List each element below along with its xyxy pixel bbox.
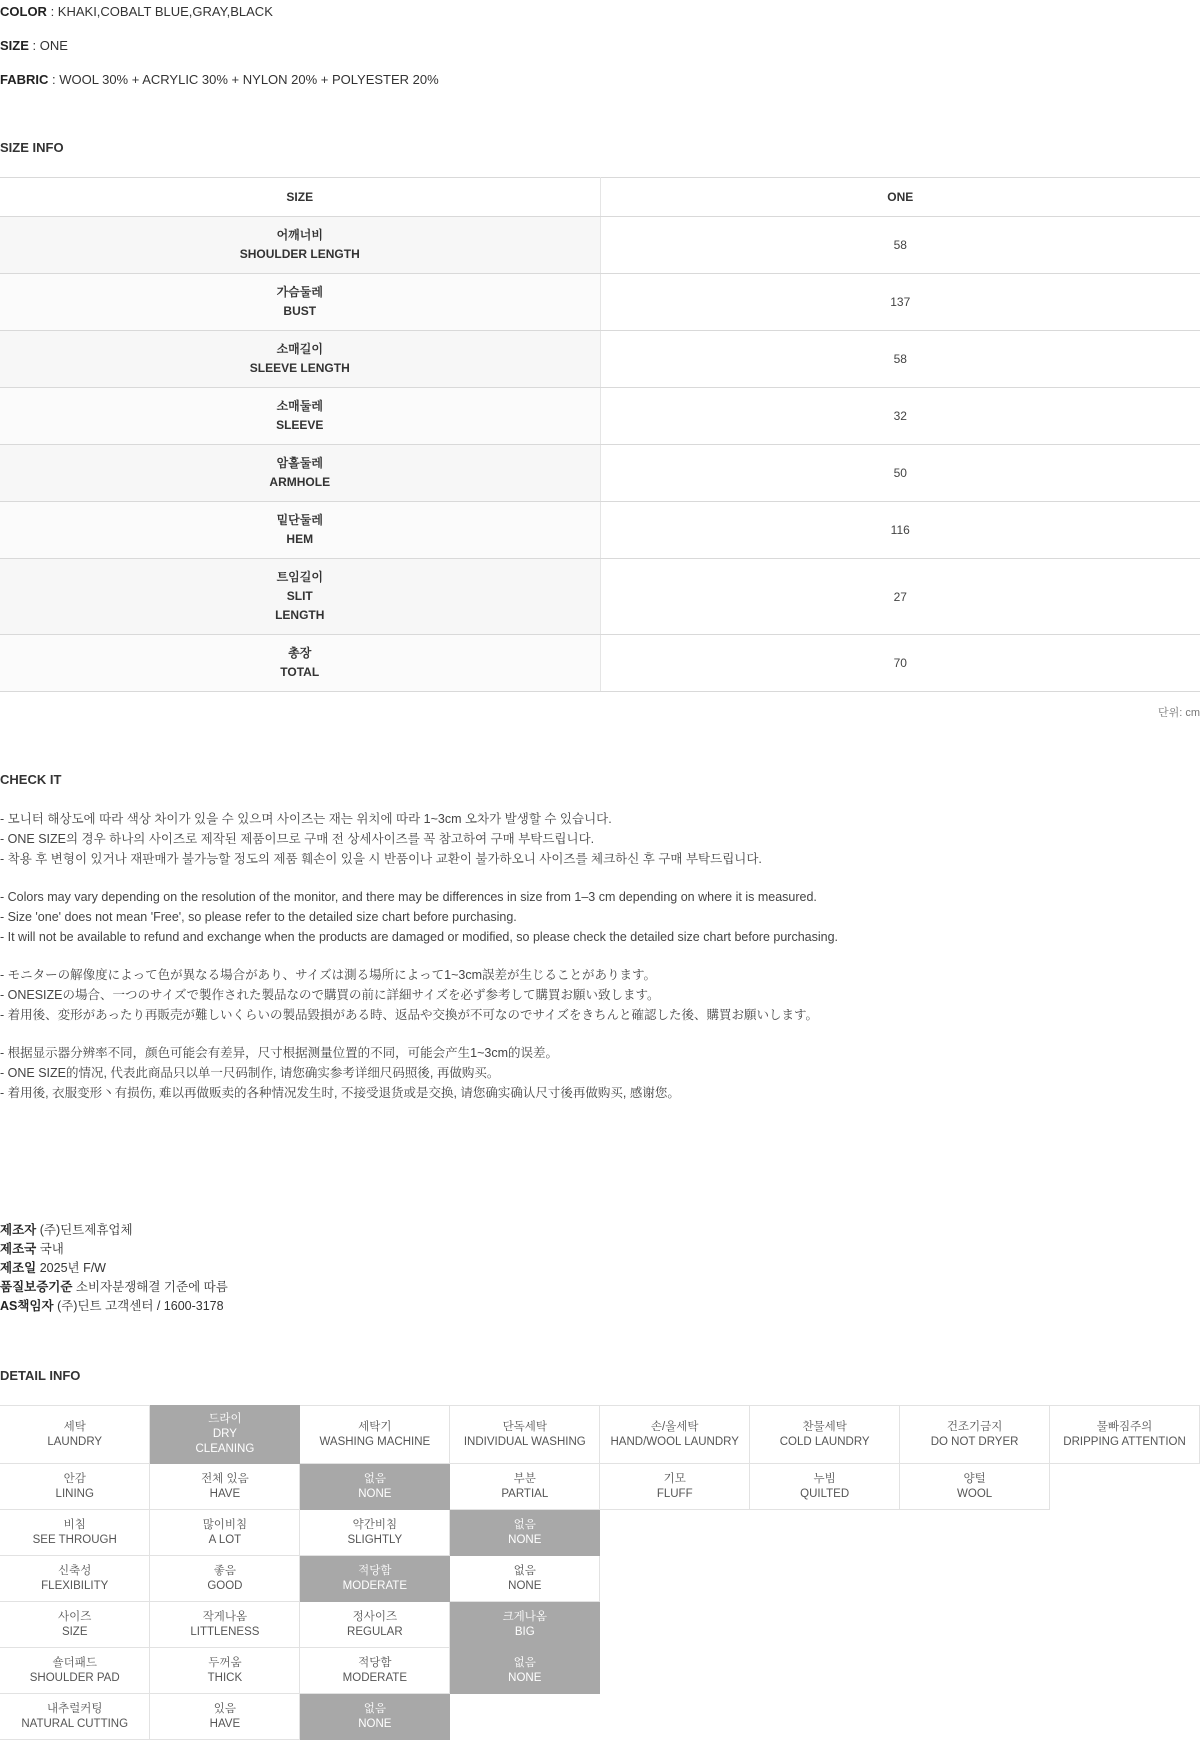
check-gap-3 (0, 1025, 1200, 1043)
detail-cell-en: INDIVIDUAL WASHING (463, 1435, 586, 1448)
maker-value-warranty: 소비자분쟁해결 기준에 따름 (72, 1280, 228, 1294)
size-row-value: 70 (600, 635, 1200, 692)
check-gap-1 (0, 869, 1200, 887)
detail-cell-empty (1050, 1510, 1200, 1556)
detail-cell (0, 1406, 150, 1464)
detail-cell-empty (750, 1556, 900, 1602)
detail-cell (900, 1406, 1050, 1464)
spec-key-fabric: FABRIC (0, 72, 49, 87)
spec-line-color (0, 4, 1200, 20)
size-row-label-kr: 소매둘레 (276, 399, 323, 413)
check-en-2: - Size 'one' does not mean 'Free', so please refer to the detailed size chart before purchasing. (0, 910, 517, 924)
detail-cell-en: DO NOT DRYER (930, 1435, 1019, 1448)
detail-cell-en: QUILTED (800, 1487, 850, 1500)
detail-cell (900, 1464, 1050, 1510)
detail-cell-empty (900, 1694, 1050, 1740)
detail-cell-kr: 없음 (513, 1656, 536, 1669)
spec-sep-color: : (46, 4, 58, 19)
size-row-label (0, 559, 600, 635)
table-row (0, 274, 1200, 331)
detail-cell (150, 1510, 300, 1556)
table-row (0, 635, 1200, 692)
check-zh-3: - 着用後, 衣服变形丶有损伤, 难以再做贩卖的各种情况发生时, 不接受退货或是交换, 请您确实确认尺寸後再做购买, 感谢您。 (0, 1086, 680, 1100)
spec-sep-size: : (28, 38, 40, 53)
detail-cell-kr: 세탁기 (358, 1420, 392, 1433)
detail-cell-en: REGULAR (347, 1625, 403, 1638)
detail-cell-kr: 물빠짐주의 (1096, 1420, 1153, 1433)
detail-cell (450, 1556, 600, 1602)
size-row-label (0, 445, 600, 502)
size-unit-note: 단위: cm (1157, 707, 1200, 719)
maker-key-manufacturer: 제조자 (0, 1223, 37, 1237)
table-row (0, 217, 1200, 274)
detail-cell-kr: 있음 (213, 1702, 237, 1715)
detail-cell-kr: 숄더패드 (52, 1656, 97, 1669)
size-table-body (0, 217, 1200, 692)
detail-row (0, 1510, 1200, 1556)
detail-cell-kr: 기모 (663, 1472, 686, 1485)
detail-cell (0, 1602, 150, 1648)
check-ko-1: - 모니터 해상도에 따라 색상 차이가 있을 수 있으며 사이즈는 재는 위치에 따라 1~3cm 오차가 발생할 수 있습니다. (0, 812, 612, 826)
check-ja-2: - ONESIZEの場合、一つのサイズで製作された製品なので購買の前に詳細サイズを必ず参考して購買お願い致します。 (0, 988, 660, 1002)
size-row-label-kr: 트임길이 (276, 570, 323, 584)
detail-cell-selected (300, 1694, 450, 1740)
size-row-value: 50 (600, 445, 1200, 502)
detail-cell-en: LINING (55, 1487, 94, 1500)
detail-cell (600, 1464, 750, 1510)
detail-cell-kr: 손/울세탁 (650, 1420, 699, 1433)
check-gap-2 (0, 947, 1200, 965)
detail-cell-kr: 없음 (513, 1518, 536, 1531)
detail-cell-kr: 내추럴커팅 (46, 1702, 103, 1715)
detail-cell-selected (450, 1602, 600, 1648)
maker-value-date: 2025년 F/W (36, 1261, 106, 1275)
detail-cell-empty (900, 1602, 1050, 1648)
detail-cell-kr: 약간비침 (352, 1518, 398, 1531)
detail-cell-kr: 안감 (63, 1472, 86, 1485)
detail-cell-empty (750, 1602, 900, 1648)
size-table-header-row (0, 178, 1200, 217)
detail-cell-kr: 양털 (963, 1472, 986, 1485)
detail-cell-en: SEE THROUGH (32, 1533, 117, 1546)
detail-cell-empty (900, 1510, 1050, 1556)
detail-cell-kr: 부분 (513, 1472, 536, 1485)
detail-cell-empty (900, 1648, 1050, 1694)
detail-cell (300, 1602, 450, 1648)
size-row-label-kr: 어깨너비 (276, 228, 323, 242)
detail-cell-en: DRIPPING ATTENTION (1063, 1435, 1186, 1448)
spec-line-size (0, 38, 1200, 54)
detail-cell-en: MODERATE (342, 1671, 407, 1684)
detail-cell-en: MODERATE (342, 1579, 407, 1592)
detail-cell-kr: 적당함 (358, 1656, 392, 1669)
size-row-label-kr: 밑단둘레 (276, 513, 323, 527)
detail-cell-kr: 많이비침 (202, 1518, 248, 1531)
size-row-label (0, 502, 600, 559)
detail-cell-selected (300, 1464, 450, 1510)
maker-line-warranty (0, 1278, 1200, 1297)
detail-cell (150, 1694, 300, 1740)
maker-key-warranty: 품질보증기준 (0, 1280, 73, 1294)
detail-cell (0, 1556, 150, 1602)
detail-cell-empty (1050, 1464, 1200, 1510)
detail-cell-en: PARTIAL (501, 1487, 549, 1500)
detail-cell (1050, 1406, 1200, 1464)
size-table-header-size: SIZE (0, 178, 600, 217)
detail-table-body (0, 1406, 1200, 1740)
detail-cell-kr: 좋음 (213, 1564, 237, 1577)
size-row-label-kr: 암홀둘레 (276, 456, 323, 470)
size-row-label-en: SLEEVE (276, 418, 324, 432)
size-row-label (0, 217, 600, 274)
detail-cell-kr: 찬물세탁 (802, 1420, 847, 1433)
detail-cell-empty (600, 1556, 750, 1602)
detail-cell-empty (1050, 1602, 1200, 1648)
detail-cell-en: NATURAL CUTTING (21, 1717, 129, 1730)
detail-cell (0, 1464, 150, 1510)
detail-cell-empty (750, 1648, 900, 1694)
detail-cell (0, 1648, 150, 1694)
detail-cell (300, 1510, 450, 1556)
detail-cell-kr: 건조기금지 (946, 1420, 1003, 1433)
size-row-label (0, 635, 600, 692)
check-en-3: - It will not be available to refund and exchange when the products are damaged or modified, so please check the detailed size chart before purchasing. (0, 930, 839, 944)
size-row-label-kr: 소매길이 (276, 342, 323, 356)
detail-cell-kr: 없음 (363, 1472, 386, 1485)
detail-cell-en: FLUFF (656, 1487, 693, 1500)
detail-cell-kr: 전체 있음 (201, 1472, 249, 1485)
detail-cell (750, 1464, 900, 1510)
detail-cell-empty (1050, 1694, 1200, 1740)
detail-cell-kr: 정사이즈 (352, 1610, 398, 1623)
size-row-label (0, 274, 600, 331)
detail-cell-en: HAND/WOOL LAUNDRY (610, 1435, 739, 1448)
check-ko-2: - ONE SIZE의 경우 하나의 사이즈로 제작된 제품이므로 구매 전 상세사이즈를 꼭 참고하여 구매 부탁드립니다. (0, 832, 595, 846)
detail-info-wrap (0, 1405, 1200, 1740)
size-row-label (0, 388, 600, 445)
size-row-label-kr: 총장 (288, 646, 312, 660)
detail-cell-en: CLEANING (195, 1443, 255, 1455)
size-row-value: 58 (600, 331, 1200, 388)
detail-cell-kr: 누빔 (813, 1472, 836, 1485)
maker-key-date: 제조일 (0, 1261, 37, 1275)
detail-cell-kr: 적당함 (358, 1564, 392, 1577)
detail-cell (0, 1510, 150, 1556)
spec-value-fabric: WOOL 30% + ACRYLIC 30% + NYLON 20% + POLYESTER 20% (59, 72, 439, 87)
size-info-table (0, 177, 1200, 692)
detail-cell-empty (600, 1602, 750, 1648)
spec-line-fabric (0, 72, 1200, 88)
detail-cell (150, 1602, 300, 1648)
check-ja-1: - モニターの解像度によって色が異なる場合があり、サイズは測る場所によって1~3cm誤差が生じることがあります。 (0, 968, 657, 982)
detail-cell-empty (900, 1556, 1050, 1602)
detail-cell-en: NONE (508, 1671, 542, 1684)
spec-value-size: ONE (39, 38, 68, 53)
detail-cell-empty (1050, 1648, 1200, 1694)
size-row-label-en: BUST (283, 304, 317, 318)
detail-cell-kr: 없음 (513, 1564, 536, 1577)
detail-cell (300, 1648, 450, 1694)
table-row (0, 559, 1200, 635)
detail-cell-kr: 세탁 (63, 1420, 86, 1433)
size-row-value: 58 (600, 217, 1200, 274)
detail-cell-empty (600, 1648, 750, 1694)
detail-cell-empty (1050, 1556, 1200, 1602)
detail-cell-empty (600, 1694, 750, 1740)
size-row-label-en: HEM (286, 532, 314, 546)
maker-key-as: AS책임자 (0, 1299, 54, 1313)
size-row-label-en: ARMHOLE (269, 475, 331, 489)
maker-line-country (0, 1240, 1200, 1259)
check-zh-1: - 根据显示器分辨率不同，颜色可能会有差异，尺寸根据测量位置的不同，可能会产生1~3cm的误差。 (0, 1046, 559, 1060)
table-row (0, 388, 1200, 445)
detail-cell-kr: 작게나옴 (202, 1610, 248, 1623)
detail-row (0, 1694, 1200, 1740)
detail-cell-en: SLIGHTLY (347, 1533, 403, 1546)
detail-cell (300, 1406, 450, 1464)
detail-cell-empty (450, 1694, 600, 1740)
detail-cell-en: BIG (514, 1625, 535, 1638)
detail-cell-en: COLD LAUNDRY (779, 1435, 870, 1448)
size-row-label-en: TOTAL (280, 665, 320, 679)
detail-cell-en: A LOT (208, 1533, 242, 1546)
maker-line-manufacturer (0, 1221, 1200, 1240)
detail-cell-en: NONE (358, 1487, 392, 1500)
size-row-label-en: SLIT (286, 589, 313, 603)
maker-value-as: (주)딘트 고객센터 / 1600-3178 (53, 1299, 224, 1313)
spec-key-color: COLOR (0, 4, 47, 19)
detail-row (0, 1556, 1200, 1602)
maker-value-manufacturer: (주)딘트제휴업체 (36, 1223, 133, 1237)
detail-cell-en: FLEXIBILITY (41, 1579, 109, 1592)
detail-cell-kr: 신축성 (58, 1564, 92, 1577)
detail-cell-en: DRY (212, 1428, 237, 1440)
detail-info-table (0, 1405, 1200, 1740)
detail-info-title: DETAIL INFO (0, 1368, 81, 1383)
detail-cell-en: LITTLENESS (190, 1625, 260, 1638)
size-row-value: 137 (600, 274, 1200, 331)
spec-sep-fabric: : (48, 72, 60, 87)
detail-cell-en: WOOL (957, 1487, 993, 1500)
size-row-label (0, 331, 600, 388)
detail-cell-kr: 두꺼움 (208, 1656, 242, 1669)
detail-cell-en: NONE (508, 1533, 542, 1546)
check-zh-2: - ONE SIZE的情况, 代表此商品只以单一尺码制作, 请您确实参考详细尺码照後, 再做购买。 (0, 1066, 500, 1080)
size-table-header-one: ONE (600, 178, 1200, 217)
detail-cell-kr: 없음 (363, 1702, 386, 1715)
detail-cell (450, 1406, 600, 1464)
detail-cell (600, 1406, 750, 1464)
table-row (0, 331, 1200, 388)
size-row-value: 116 (600, 502, 1200, 559)
size-row-value: 27 (600, 559, 1200, 635)
detail-cell-empty (750, 1510, 900, 1556)
spec-value-color: KHAKI,COBALT BLUE,GRAY,BLACK (57, 4, 273, 19)
size-row-value: 32 (600, 388, 1200, 445)
detail-cell-en: HAVE (209, 1487, 241, 1500)
detail-cell (150, 1556, 300, 1602)
table-row (0, 502, 1200, 559)
detail-row (0, 1602, 1200, 1648)
maker-line-as (0, 1297, 1200, 1316)
detail-cell-kr: 크게나옴 (502, 1610, 547, 1623)
detail-row (0, 1406, 1200, 1464)
maker-value-country: 국내 (36, 1242, 64, 1256)
detail-cell (750, 1406, 900, 1464)
maker-line-date (0, 1259, 1200, 1278)
detail-cell-en: HAVE (209, 1717, 241, 1730)
detail-cell-selected (450, 1510, 600, 1556)
detail-cell-selected (450, 1648, 600, 1694)
size-row-label-kr: 가슴둘레 (276, 285, 323, 299)
detail-row (0, 1464, 1200, 1510)
detail-cell-kr: 사이즈 (58, 1610, 92, 1623)
spec-key-size: SIZE (0, 38, 29, 53)
check-it-title: CHECK IT (0, 772, 62, 787)
maker-key-country: 제조국 (0, 1242, 37, 1256)
detail-cell (150, 1464, 300, 1510)
maker-info-block (0, 1221, 1200, 1316)
detail-cell-kr: 비침 (63, 1518, 86, 1531)
detail-cell-en: NONE (358, 1717, 392, 1730)
detail-cell-kr: 드라이 (208, 1413, 242, 1425)
check-ja-3: - 着用後、変形があったり再販売が難しいくらいの製品毀損がある時、返品や交換が不可なのでサイズをきちんと確認した後、購買お願いします。 (0, 1008, 819, 1022)
detail-cell-selected (150, 1406, 300, 1464)
detail-cell-en: SIZE (61, 1625, 88, 1638)
size-info-title: SIZE INFO (0, 140, 64, 155)
check-ko-3: - 착용 후 변형이 있거나 재판매가 불가능할 정도의 제품 훼손이 있을 시 반품이나 교환이 불가하오니 사이즈를 체크하신 후 구매 부탁드립니다. (0, 852, 762, 866)
detail-cell-empty (750, 1694, 900, 1740)
size-row-label-en: SHOULDER LENGTH (239, 247, 360, 261)
detail-cell-empty (600, 1510, 750, 1556)
detail-cell (150, 1648, 300, 1694)
check-en-1: - Colors may vary depending on the resolution of the monitor, and there may be differences in size from 1–3 cm depending on where it is measured. (0, 890, 817, 904)
detail-cell-en: NONE (508, 1579, 542, 1592)
detail-cell-en: SHOULDER PAD (29, 1671, 120, 1684)
detail-cell (0, 1694, 150, 1740)
spec-block (0, 0, 1200, 88)
detail-cell-en: LAUNDRY (47, 1435, 103, 1448)
detail-cell-en: WASHING MACHINE (319, 1435, 431, 1448)
detail-cell-selected (300, 1556, 450, 1602)
detail-row (0, 1648, 1200, 1694)
size-row-label-en: LENGTH (275, 608, 325, 622)
check-it-body (0, 809, 1200, 1103)
detail-cell-kr: 단독세탁 (502, 1420, 547, 1433)
detail-cell-en: THICK (207, 1671, 243, 1684)
detail-cell-en: GOOD (207, 1579, 243, 1592)
detail-cell (450, 1464, 600, 1510)
table-row (0, 445, 1200, 502)
size-row-label-en: SLEEVE LENGTH (249, 361, 350, 375)
